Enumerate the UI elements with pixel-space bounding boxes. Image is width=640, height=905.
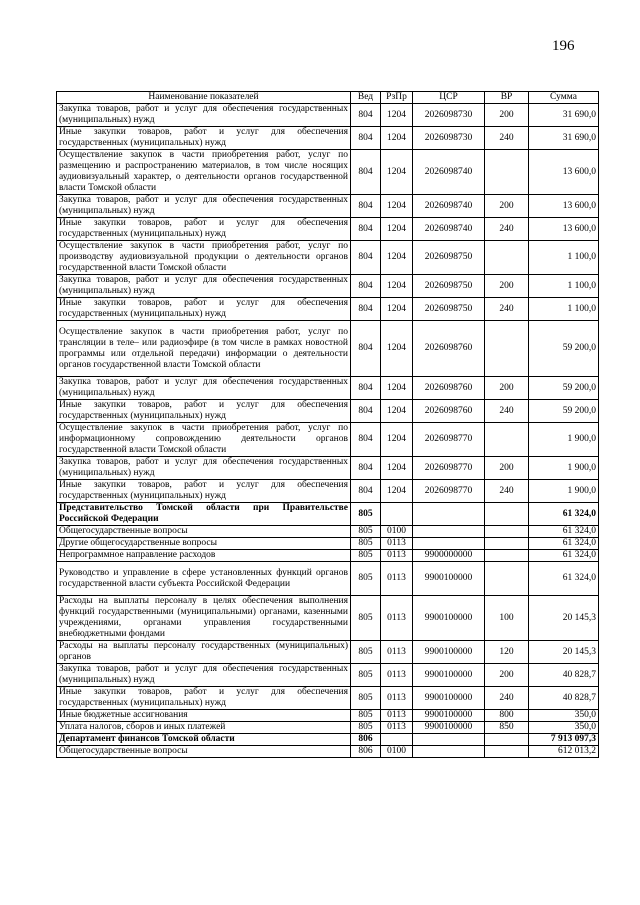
table-row [57,664,599,687]
cell-sum: 350,0 [529,722,599,734]
cell-vr [485,550,529,562]
cell-vr: 200 [485,664,529,687]
cell-vr [485,746,529,758]
cell-rzpr: 1204 [381,195,413,218]
cell-vr: 850 [485,722,529,734]
cell-sum: 31 690,0 [529,104,599,127]
cell-csr: 9900000000 [413,550,485,562]
cell-vr: 240 [485,218,529,241]
cell-name: Иные закупки товаров, работ и услуг для обеспечения государственных (муниципальных) нужд [57,400,351,423]
cell-vr: 240 [485,400,529,423]
cell-vr [485,241,529,275]
cell-ved: 805 [351,526,381,538]
cell-vr [485,150,529,195]
cell-ved: 806 [351,734,381,746]
cell-rzpr: 0113 [381,550,413,562]
table-row [57,746,599,758]
cell-csr [413,503,485,526]
cell-sum: 7 913 097,3 [529,734,599,746]
table-row [57,127,599,150]
cell-sum: 20 145,3 [529,641,599,664]
cell-csr: 9900100000 [413,562,485,596]
cell-ved: 804 [351,457,381,480]
cell-vr: 240 [485,298,529,321]
cell-ved: 804 [351,480,381,503]
table-row [57,321,599,377]
cell-vr: 200 [485,275,529,298]
table-row [57,480,599,503]
cell-name: Закупка товаров, работ и услуг для обеспечения государственных (муниципальных) нужд [57,457,351,480]
cell-vr: 200 [485,104,529,127]
cell-rzpr: 1204 [381,321,413,377]
cell-name: Уплата налогов, сборов и иных платежей [57,722,351,734]
cell-rzpr: 0100 [381,526,413,538]
cell-vr: 800 [485,710,529,722]
cell-csr: 2026098770 [413,480,485,503]
cell-rzpr: 1204 [381,218,413,241]
cell-csr: 2026098750 [413,241,485,275]
cell-rzpr: 0113 [381,641,413,664]
cell-sum: 61 324,0 [529,526,599,538]
table-header-row [57,92,599,104]
cell-name: Осуществление закупок в части приобретения работ, услуг по трансляции в теле– или радиоэфире (в том числе в рамках новостной программы или отдельной передачи) информации о деятельности органов государственной власти Томской области [57,321,351,377]
cell-csr: 2026098760 [413,321,485,377]
table-row [57,218,599,241]
cell-rzpr: 0113 [381,710,413,722]
cell-csr: 2026098760 [413,377,485,400]
cell-rzpr: 1204 [381,377,413,400]
cell-name: Закупка товаров, работ и услуг для обеспечения государственных (муниципальных) нужд [57,377,351,400]
cell-csr [413,734,485,746]
cell-rzpr: 1204 [381,457,413,480]
header-name: Наименование показателей [57,92,351,104]
cell-csr: 2026098730 [413,104,485,127]
cell-rzpr: 1204 [381,400,413,423]
table-row [57,538,599,550]
cell-vr: 200 [485,195,529,218]
cell-vr: 240 [485,687,529,710]
cell-csr: 9900100000 [413,710,485,722]
cell-name: Закупка товаров, работ и услуг для обеспечения государственных (муниципальных) нужд [57,195,351,218]
cell-csr: 2026098730 [413,127,485,150]
cell-name: Иные закупки товаров, работ и услуг для обеспечения государственных (муниципальных) нужд [57,298,351,321]
table-row [57,722,599,734]
cell-name: Расходы на выплаты персоналу в целях обеспечения выполнения функций государственными (муниципальными) органами, казенными учреждениями, органами управления государственными внебюджетными фондами [57,596,351,641]
cell-vr: 100 [485,596,529,641]
cell-ved: 805 [351,503,381,526]
header-vr: ВР [485,92,529,104]
cell-vr [485,321,529,377]
cell-rzpr: 0113 [381,722,413,734]
cell-vr [485,562,529,596]
header-csr: ЦСР [413,92,485,104]
cell-ved: 804 [351,195,381,218]
cell-ved: 804 [351,150,381,195]
header-sum: Сумма [529,92,599,104]
cell-sum: 1 100,0 [529,241,599,275]
cell-sum: 59 200,0 [529,400,599,423]
cell-csr: 2026098770 [413,423,485,457]
cell-csr: 9900100000 [413,664,485,687]
cell-rzpr: 1204 [381,150,413,195]
table-row [57,503,599,526]
cell-csr: 9900100000 [413,641,485,664]
cell-ved: 805 [351,562,381,596]
cell-ved: 805 [351,664,381,687]
table-row [57,104,599,127]
cell-ved: 804 [351,377,381,400]
cell-csr: 2026098750 [413,298,485,321]
table-row [57,710,599,722]
cell-name: Закупка товаров, работ и услуг для обеспечения государственных (муниципальных) нужд [57,104,351,127]
table-row [57,195,599,218]
cell-sum: 1 900,0 [529,423,599,457]
cell-name: Иные бюджетные ассигнования [57,710,351,722]
cell-name: Иные закупки товаров, работ и услуг для обеспечения государственных (муниципальных) нужд [57,127,351,150]
cell-name: Закупка товаров, работ и услуг для обеспечения государственных (муниципальных) нужд [57,664,351,687]
cell-sum: 61 324,0 [529,538,599,550]
cell-rzpr: 0113 [381,562,413,596]
cell-ved: 804 [351,241,381,275]
cell-rzpr: 1204 [381,480,413,503]
cell-csr: 2026098760 [413,400,485,423]
cell-csr: 2026098750 [413,275,485,298]
cell-vr [485,734,529,746]
table-row [57,734,599,746]
cell-name: Общегосударственные вопросы [57,746,351,758]
cell-vr: 200 [485,457,529,480]
cell-name: Представительство Томской области при Правительстве Российской Федерации [57,503,351,526]
cell-name: Осуществление закупок в части приобретения работ, услуг по производству аудиовизуальной продукции о деятельности органов государственной власти Томской области [57,241,351,275]
cell-name: Закупка товаров, работ и услуг для обеспечения государственных (муниципальных) нужд [57,275,351,298]
cell-ved: 804 [351,127,381,150]
cell-name: Осуществление закупок в части приобретения работ, услуг по информационному сопровождению деятельности органов государственной власти Томской области [57,423,351,457]
cell-sum: 31 690,0 [529,127,599,150]
cell-rzpr: 1204 [381,104,413,127]
cell-rzpr: 1204 [381,241,413,275]
budget-table [56,91,599,758]
cell-sum: 1 900,0 [529,457,599,480]
table-row [57,298,599,321]
cell-sum: 1 100,0 [529,275,599,298]
table-row [57,687,599,710]
cell-name: Расходы на выплаты персоналу государственных (муниципальных) органов [57,641,351,664]
cell-ved: 804 [351,298,381,321]
cell-name: Осуществление закупок в части приобретения работ, услуг по размещению и распространению материалов, в том числе носящих аудиовизуальный характер, о деятельности органов государственной власти Томской области [57,150,351,195]
cell-name: Иные закупки товаров, работ и услуг для обеспечения государственных (муниципальных) нужд [57,218,351,241]
cell-sum: 40 828,7 [529,687,599,710]
cell-csr: 9900100000 [413,596,485,641]
cell-csr: 2026098740 [413,150,485,195]
cell-rzpr: 0113 [381,596,413,641]
cell-csr: 2026098770 [413,457,485,480]
cell-vr: 240 [485,127,529,150]
cell-ved: 805 [351,687,381,710]
cell-rzpr: 0100 [381,746,413,758]
table-row [57,457,599,480]
cell-sum: 59 200,0 [529,377,599,400]
cell-ved: 805 [351,710,381,722]
cell-rzpr: 1204 [381,127,413,150]
cell-rzpr [381,503,413,526]
cell-name: Общегосударственные вопросы [57,526,351,538]
cell-name: Иные закупки товаров, работ и услуг для обеспечения государственных (муниципальных) нужд [57,480,351,503]
cell-sum: 61 324,0 [529,550,599,562]
cell-ved: 804 [351,104,381,127]
table-row [57,562,599,596]
cell-vr: 200 [485,377,529,400]
cell-vr: 120 [485,641,529,664]
cell-vr [485,526,529,538]
table-row [57,641,599,664]
table-row [57,596,599,641]
cell-csr: 9900100000 [413,687,485,710]
cell-name: Иные закупки товаров, работ и услуг для обеспечения государственных (муниципальных) нужд [57,687,351,710]
cell-rzpr: 1204 [381,423,413,457]
cell-sum: 20 145,3 [529,596,599,641]
table-row [57,550,599,562]
cell-vr [485,423,529,457]
cell-ved: 805 [351,538,381,550]
cell-sum: 612 013,2 [529,746,599,758]
cell-sum: 59 200,0 [529,321,599,377]
cell-vr [485,538,529,550]
cell-ved: 804 [351,400,381,423]
cell-vr [485,503,529,526]
cell-ved: 805 [351,722,381,734]
table-row [57,423,599,457]
cell-name: Непрограммное направление расходов [57,550,351,562]
cell-csr [413,746,485,758]
cell-ved: 804 [351,321,381,377]
cell-sum: 13 600,0 [529,218,599,241]
cell-ved: 804 [351,218,381,241]
cell-ved: 805 [351,596,381,641]
cell-csr [413,526,485,538]
cell-ved: 804 [351,275,381,298]
cell-sum: 40 828,7 [529,664,599,687]
cell-vr: 240 [485,480,529,503]
cell-ved: 806 [351,746,381,758]
cell-csr: 2026098740 [413,218,485,241]
cell-rzpr: 1204 [381,298,413,321]
cell-sum: 13 600,0 [529,195,599,218]
cell-sum: 1 100,0 [529,298,599,321]
table-row [57,241,599,275]
cell-name: Департамент финансов Томской области [57,734,351,746]
table-row [57,275,599,298]
cell-rzpr: 0113 [381,664,413,687]
table-row [57,526,599,538]
cell-rzpr [381,734,413,746]
cell-name: Руководство и управление в сфере установленных функций органов государственной власти субъекта Российской Федерации [57,562,351,596]
table-row [57,377,599,400]
cell-csr: 2026098740 [413,195,485,218]
cell-rzpr: 1204 [381,275,413,298]
cell-sum: 61 324,0 [529,562,599,596]
cell-sum: 350,0 [529,710,599,722]
table-row [57,400,599,423]
cell-sum: 61 324,0 [529,503,599,526]
page-number: 196 [552,38,575,54]
cell-rzpr: 0113 [381,538,413,550]
cell-name: Другие общегосударственные вопросы [57,538,351,550]
header-rzpr: РзПр [381,92,413,104]
cell-rzpr: 0113 [381,687,413,710]
header-ved: Вед [351,92,381,104]
cell-ved: 805 [351,550,381,562]
cell-ved: 805 [351,641,381,664]
table-row [57,150,599,195]
cell-sum: 1 900,0 [529,480,599,503]
cell-sum: 13 600,0 [529,150,599,195]
cell-csr: 9900100000 [413,722,485,734]
cell-ved: 804 [351,423,381,457]
cell-csr [413,538,485,550]
